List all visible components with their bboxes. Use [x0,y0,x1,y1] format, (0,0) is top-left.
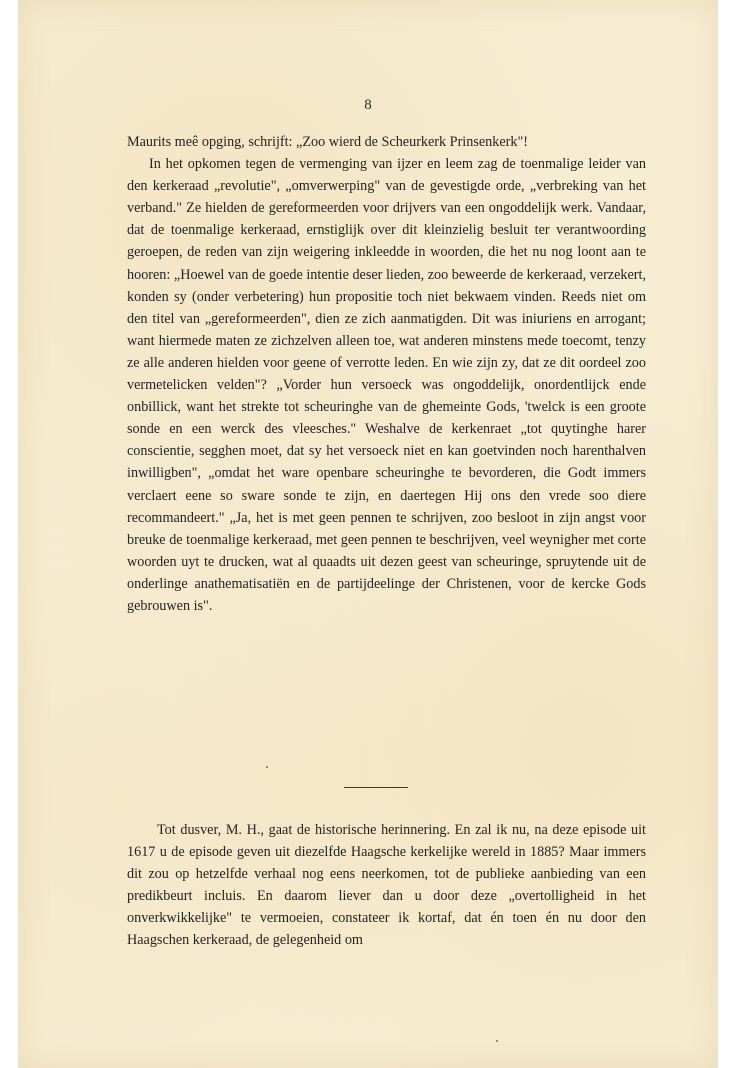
paragraph-continued: Maurits meê opging, schrijft: „Zoo wierd de Scheurkerk Prinsenkerk"! [127,134,528,150]
closing-text [127,819,646,952]
paragraph: In het opkomen tegen de vermenging van ijzer en leem zag de toenmalige leider van den kerkeraad „revolutie", „omverwerping" van de gevestigde orde, „verbreking van het verband." Ze hielden de gereformeerden voor drijvers van een ongoddelijk werk. Vandaar, dat de toenmalige kerkeraad, ernstiglijk over dit kleinzielig besluit ter verantwoording geroepen, de reden van zijn weigering inkleedde in woorden, die het nu nog loont aan te hooren: „Hoewel van de goede intentie deser lieden, zoo beweerde de kerkeraad, verzekert, konden sy (onder verbetering) hun propositie toch niet bekwaem vinden. Reeds niet om den titel van „gereformeerden", dien ze zich aanmatigden. Dit was iniuriens en arrogant; want hiermede maten ze zichzelven alleen toe, wat anderen minstens mede toecomt, tenzy ze alle anderen hielden voor geene of verrotte leden. En wie zijn zy, dat ze dit oordeel zoo vermetelicken velden"? „Vorder hun versoeck was ongoddelijk, onordentlijck ende onbillick, want het strekte tot scheuringhe van de ghemeinte Gods, 'twelck is een groote sonde en een werck des vleesches." Weshalve de kerkenraet „tot quytinghe harer conscientie, segghen moet, dat sy het versoeck niet en kan goetvinden noch harenthalven inwilligben", „omdat het ware openbare scheuringhe te bevorderen, die Godt immers verclaert eene so sware sonde te zijn, en daertegen Hij ons den vrede soo diere recommandeert." „Ja, het is met geen pennen te schrijven, zoo besloot in zijn angst voor breuke de toenmalige kerkeraad, met geen pennen te beschrijven, veel weynigher met corte woorden uyt te drucken, wat al quaadts uit dezen geest van scheuringe, spruytende uit de onderlinge anathematisatiën en de partijdeelinge der Christenen, voor de kercke Gods gebrouwen is". [127,156,646,614]
section-divider [344,787,408,788]
page-number: 8 [364,97,372,113]
paragraph: Tot dusver, M. H., gaat de historische herinnering. En zal ik nu, na deze episode uit 1617 u de episode geven uit diezelfde Haagsche kerkelijke wereld in 1885? Maar immers dit zou op hetzelfde verhaal nog eens neerkomen, tot de publieke aanbieding van een predikbeurt incluis. En daarom liever dan u door deze „overtolligheid in het onverkwikkelijke" te vermoeien, constateer ik kortaf, dat én toen én nu door den Haagschen kerkeraad, de gelegenheid om [127,822,646,949]
paper-speck [266,766,268,768]
book-page [18,0,718,1068]
main-text [127,131,646,617]
paper-speck [496,1040,498,1042]
